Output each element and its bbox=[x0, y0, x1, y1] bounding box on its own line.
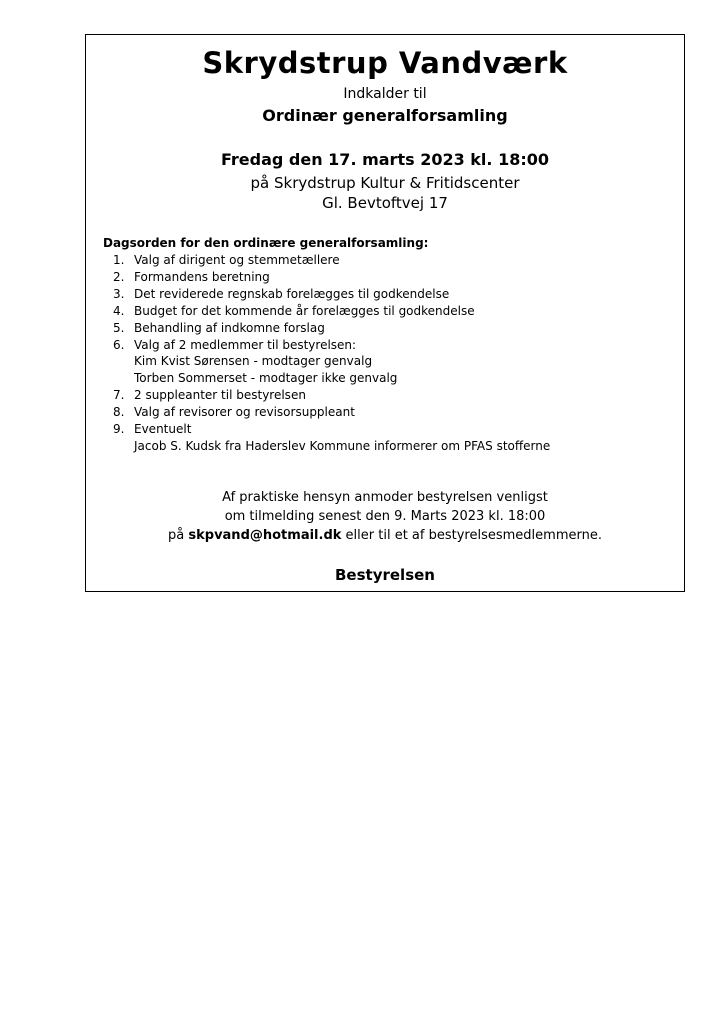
agenda-subitem: Kim Kvist Sørensen - modtager genvalg bbox=[134, 354, 373, 369]
meeting-venue: på Skrydstrup Kultur & Fritidscenter bbox=[250, 174, 520, 192]
registration-prefix: på bbox=[168, 528, 185, 543]
subtitle: Indkalder til bbox=[343, 86, 427, 102]
agenda-item-text: Formandens beretning bbox=[134, 269, 270, 284]
agenda-item-text: Budget for det kommende år forelægges til godkendelse bbox=[134, 303, 475, 318]
agenda-item bbox=[103, 337, 550, 388]
page-title: Skrydstrup Vandværk bbox=[202, 46, 568, 80]
agenda-item-number: 8. bbox=[113, 405, 125, 420]
agenda-item-number: 2. bbox=[113, 269, 125, 284]
agenda-list bbox=[103, 252, 550, 455]
agenda-item bbox=[103, 252, 550, 269]
agenda-item bbox=[103, 320, 550, 337]
agenda-item bbox=[103, 286, 550, 303]
agenda-item bbox=[103, 269, 550, 286]
registration-note-line-1: Af praktiske hensyn anmoder bestyrelsen venligst bbox=[222, 490, 548, 505]
registration-suffix: eller til et af bestyrelsesmedlemmerne. bbox=[345, 528, 602, 543]
agenda-item-text: Valg af dirigent og stemmetællere bbox=[134, 253, 340, 267]
agenda-item bbox=[103, 404, 550, 421]
agenda-item bbox=[103, 421, 550, 455]
agenda-item-text: Valg af 2 medlemmer til bestyrelsen: bbox=[134, 337, 357, 352]
agenda-item-number: 6. bbox=[113, 337, 125, 352]
agenda-item-text: Det reviderede regnskab forelægges til godkendelse bbox=[134, 286, 450, 301]
email-link[interactable]: skpvand@hotmail.dk bbox=[188, 528, 342, 543]
registration-note-line-2: om tilmelding senest den 9. Marts 2023 kl. 18:00 bbox=[224, 509, 546, 524]
agenda-item-number: 9. bbox=[113, 422, 125, 437]
meeting-type: Ordinær generalforsamling bbox=[262, 106, 508, 125]
agenda-item-number: 7. bbox=[113, 388, 125, 403]
agenda-item-number: 3. bbox=[113, 286, 125, 301]
meeting-date-time: Fredag den 17. marts 2023 kl. 18:00 bbox=[220, 150, 549, 169]
agenda-item-text: Behandling af indkomne forslag bbox=[134, 320, 325, 335]
agenda-subitem: Jacob S. Kudsk fra Haderslev Kommune informerer om PFAS stofferne bbox=[134, 438, 551, 453]
agenda-item-number: 1. bbox=[113, 253, 125, 267]
agenda-item bbox=[103, 303, 550, 320]
agenda-item-text: Eventuelt bbox=[134, 422, 192, 437]
agenda-item-text: Valg af revisorer og revisorsuppleant bbox=[134, 405, 355, 420]
notice-box bbox=[85, 34, 685, 592]
registration-note-line-3 bbox=[86, 527, 684, 545]
agenda-heading: Dagsorden for den ordinære generalforsamling: bbox=[103, 236, 429, 250]
agenda-subitem: Torben Sommerset - modtager ikke genvalg bbox=[134, 371, 398, 386]
meeting-address: Gl. Bevtoftvej 17 bbox=[322, 194, 448, 212]
agenda-item-number: 4. bbox=[113, 303, 125, 318]
agenda-item-number: 5. bbox=[113, 320, 125, 335]
agenda-item-text: 2 suppleanter til bestyrelsen bbox=[134, 388, 306, 403]
signature: Bestyrelsen bbox=[335, 566, 435, 584]
agenda-item bbox=[103, 387, 550, 404]
